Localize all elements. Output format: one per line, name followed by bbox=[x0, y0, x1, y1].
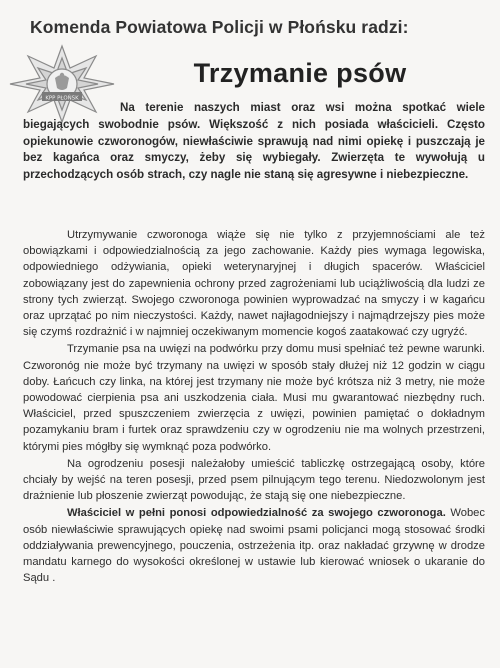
paragraph-1: Utrzymywanie czworonoga wiąże się nie tylko z przyjemnościami ale też obowiązkami i odpowiedzialnością za jego zachowanie. Każdy pies wymaga legowiska, odpowiedniego odżywiania, opieki weterynaryjnej i długich spacerów. Właściciel zobowiązany jest do zapewnienia ochrony przed zagrożeniami lub uciążliwością dla ludzi ze strony tych zwierząt. Swojego czworonoga powinien wyprowadzać na smyczy i w kagańcu oraz uprzątać po nim nieczystości. Każdy, nawet najłagodniejszy i najmądrzejszy pies może się czymś rozdrażnić i w najmniej oczekiwanym momencie kogoś zaatakować czy ugryźć. bbox=[23, 229, 485, 339]
svg-text:KPP PŁOŃSK: KPP PŁOŃSK bbox=[45, 95, 79, 102]
article-title: Trzymanie psów bbox=[193, 58, 407, 88]
article-lead bbox=[23, 100, 485, 184]
closing-text: Wobec osób niewłaściwie sprawujących opiekę nad swoimi psami policjanci mogą stosować środki oddziaływania prewencyjnego, pouczenia, ostrzeżenia itp. oraz nakładać grzywnę w drodze mandatu karnego do wysokości określonej w ustawie lub kierować wniosek o ukaranie do Sądu . bbox=[23, 507, 485, 585]
paragraph-3: Na ogrodzeniu posesji należałoby umieścić tabliczkę ostrzegającą osoby, które chciały by wejść na teren posesji, przed psem pilnującym tego terenu. Niedozwolonym jest drażnienie lub płoszenie zwierząt powodując, że stają się one niebezpieczne. bbox=[23, 457, 485, 503]
paragraph-4 bbox=[23, 505, 485, 586]
paragraph-2: Trzymanie psa na uwięzi na podwórku przy domu musi spełniać też pewne warunki. Czworonóg nie może być trzymany na uwięzi w sposób stały dłużej niż 12 godzin w ciągu doby. Łańcuch czy linka, na której jest trzymany nie może być krótsza niż 3 metry, nie może powodować cierpienia psa ani uszkodzenia ciała. Musi mu gwarantować niezbędny ruch. Właściciel, przed spuszczeniem zwierzęcia z uwięzi, powinien pamiętać o dokładnym pozamykaniu bram i furtek oraz sprawdzeniu czy w ogrodzeniu nie ma wolnych przestrzeni, którymi pies mógłby się wymknąć poza podwórko. bbox=[23, 343, 485, 453]
closing-bold-text: Właściciel w pełni ponosi odpowiedzialność za swojego czworonoga. bbox=[67, 507, 446, 520]
page-header: Komenda Powiatowa Policji w Płońsku radzi: bbox=[30, 17, 409, 37]
lead-text: Na terenie naszych miast oraz wsi można spotkać wiele biegających swobodnie psów. Większość z nich posiada właścicieli. Często opiekunowie czworonogów, niewłaściwie sprawują nad nimi opiekę i puszczają je bez kagańca oraz smyczy, żeby się wybiegały. Zwierzęta te wywołują u przechodzących osób strach, czy nagle nie staną się agresywne i niebezpieczne. bbox=[23, 101, 485, 182]
article-body bbox=[23, 227, 485, 587]
